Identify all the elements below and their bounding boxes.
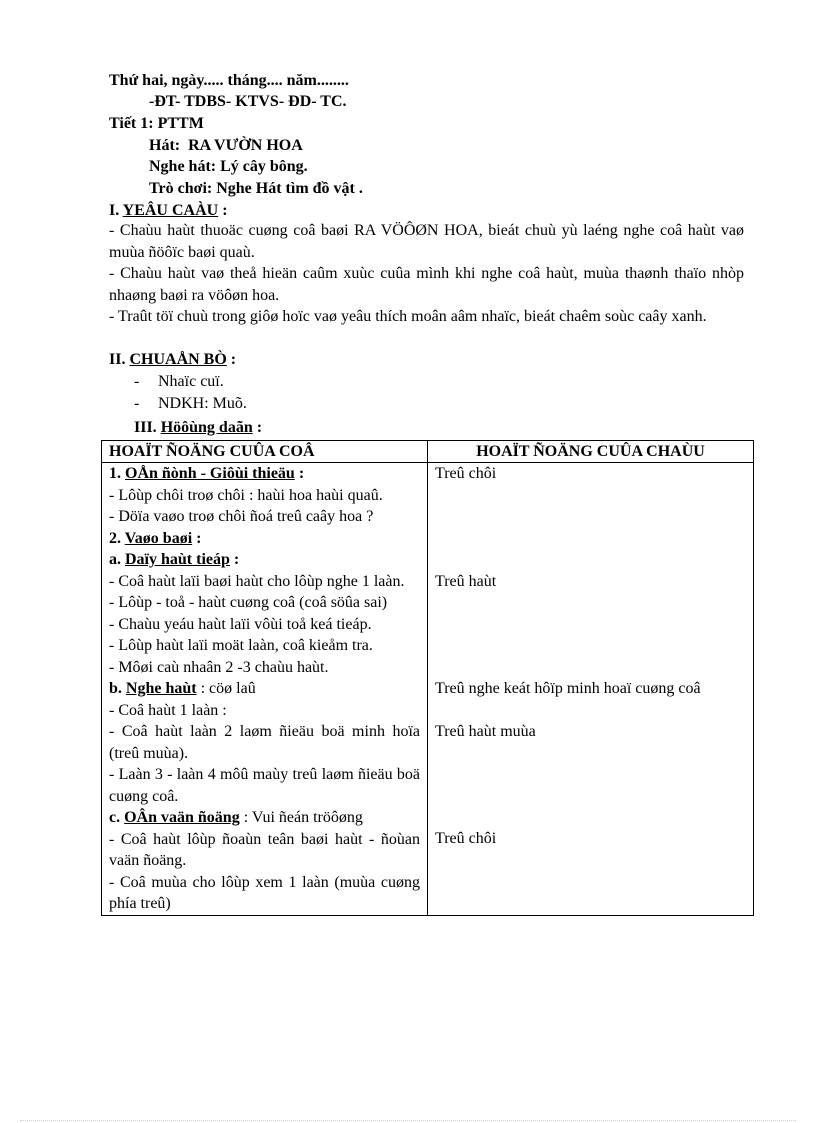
preparation-item: - Nhaïc cuï. xyxy=(134,371,247,393)
section3-title: Höôùng daãn xyxy=(160,419,253,436)
section1-colon: : xyxy=(218,202,228,219)
teacher-activities-cell xyxy=(102,463,428,916)
substep-a-text: - Lôùp - toå - haùt cuøng coâ (coâ söûa sai) xyxy=(109,594,388,611)
section1-title: YEÂU CAÀU xyxy=(122,202,219,219)
section3-num: III. xyxy=(134,419,157,436)
substep-c-num: c. xyxy=(109,809,121,826)
step1-heading xyxy=(109,463,420,485)
game-line: Trò chơi: Nghe Hát tìm đồ vật . xyxy=(149,180,363,197)
substep-b-num: b. xyxy=(109,680,122,697)
substep-a-text: - Môøi caù nhaân 2 -3 chaùu haùt. xyxy=(109,658,329,676)
child-activity: Treû chôi xyxy=(435,465,497,482)
section2-num: II. xyxy=(109,351,126,368)
substep-c-rest: : Vui ñeán tröôøng xyxy=(239,809,363,826)
section3-colon: : xyxy=(252,419,263,436)
substep-a-text: - Chaùu yeáu haùt laïi vôùi toå keá tieáp. xyxy=(109,615,372,633)
substep-a-text: - Coâ haùt laïi baøi haùt cho lôùp nghe 1 laàn. xyxy=(109,572,405,590)
section2-colon: : xyxy=(226,351,237,368)
requirements-list xyxy=(109,220,744,328)
teacher-column-header: HOAÏT ÑOÄNG CUÛA COÂ xyxy=(102,441,428,463)
section2-title: CHUAÅN BÒ xyxy=(129,351,227,368)
step2-num: 2. xyxy=(109,529,121,547)
substep-b-text: - Coâ haùt laàn 2 laøm ñieäu boä minh hoïa (treû muùa). xyxy=(109,723,420,762)
requirement-item: - Chaùu haùt thuoäc cuøng coâ baøi RA VÖÔØN HOA, bieát chuù yù laéng nghe coâ haùt vaø muùa ñöôïc baøi quaù. xyxy=(109,222,744,261)
child-activity: Treû haùt muùa xyxy=(435,722,536,740)
substep-c-text: - Coâ muùa cho lôùp xem 1 laàn (muùa cuøng phía treû) xyxy=(109,873,420,912)
step1-num: 1. xyxy=(109,465,121,482)
date-line: Thứ hai, ngày..... tháng.... năm........ xyxy=(109,72,349,89)
child-activities-cell xyxy=(428,463,754,916)
preparation-item: - NDKH: Muõ. xyxy=(134,393,247,415)
activities-table xyxy=(101,440,754,916)
song-title: RA VƯỜN HOA xyxy=(188,137,303,154)
substep-c-title: OÂn vaän ñoäng xyxy=(124,809,240,826)
lesson-title: Tiết 1: PTTM xyxy=(109,115,204,132)
page-bottom-divider xyxy=(20,1120,796,1121)
step2-heading xyxy=(109,528,420,550)
substep-a-title: Daïy haùt tieáp xyxy=(125,551,230,568)
requirement-item: - Chaùu haùt vaø theå hieän caûm xuùc cuûa mình khi nghe coâ haùt, muùa thaønh thaïo nhòp nhaøng baøi ra vöôøn hoa. xyxy=(109,265,744,304)
substep-b-heading xyxy=(109,678,420,700)
substep-a-text: - Lôùp haùt laïi moät laàn, coâ kieåm tra. xyxy=(109,637,373,654)
section2-heading xyxy=(109,349,236,370)
step1-text: - Lôùp chôi troø chôi : haùi hoa haùi quaû. xyxy=(109,486,383,504)
substep-a-num: a. xyxy=(109,551,121,568)
table-row xyxy=(102,463,754,916)
subjects-line: -ĐT- TDBS- KTVS- ĐD- TC. xyxy=(149,93,347,110)
child-activity: Treû nghe keát hôïp minh hoaï cuøng coâ xyxy=(435,680,701,697)
section1-heading xyxy=(109,200,228,221)
section1-num: I. xyxy=(109,202,120,219)
substep-b-title: Nghe haùt xyxy=(125,680,197,697)
song-label: Hát: xyxy=(149,137,181,154)
step1-title: OÅn ñònh - Giôùi thieäu xyxy=(125,465,295,482)
step2-title: Vaøo baøi xyxy=(124,529,193,547)
song-line xyxy=(149,135,303,156)
child-activity: Treû chôi xyxy=(435,830,497,847)
substep-a-colon: : xyxy=(229,551,240,568)
listen-line: Nghe hát: Lý cây bông. xyxy=(149,158,308,175)
substep-b-text: - Coâ haùt 1 laàn : xyxy=(109,701,227,719)
child-activity: Treû haùt xyxy=(435,572,497,590)
substep-c-heading xyxy=(109,807,420,829)
preparation-list xyxy=(134,371,247,414)
substep-b-rest: : cöø laû xyxy=(196,680,256,697)
step1-colon: : xyxy=(294,465,305,482)
substep-a-heading xyxy=(109,549,420,571)
step2-colon: : xyxy=(192,529,202,547)
substep-b-text: - Laàn 3 - laàn 4 môû maùy treû laøm ñieäu boä cuøng coâ. xyxy=(109,766,420,805)
table-header-row xyxy=(102,441,754,463)
requirement-item: - Traût töï chuù trong giôø hoïc vaø yeâu thích moân aâm nhaïc, bieát chaêm soùc caây xanh. xyxy=(109,308,707,325)
substep-c-text: - Coâ haùt lôùp ñoaùn teân baøi haùt - ñoùan vaän ñoäng. xyxy=(109,830,420,869)
step1-text: - Döïa vaøo troø chôi ñoá treû caây hoa ? xyxy=(109,508,374,525)
section3-heading xyxy=(134,417,262,438)
child-column-header: HOAÏT ÑOÄNG CUÛA CHAÙU xyxy=(428,441,754,463)
